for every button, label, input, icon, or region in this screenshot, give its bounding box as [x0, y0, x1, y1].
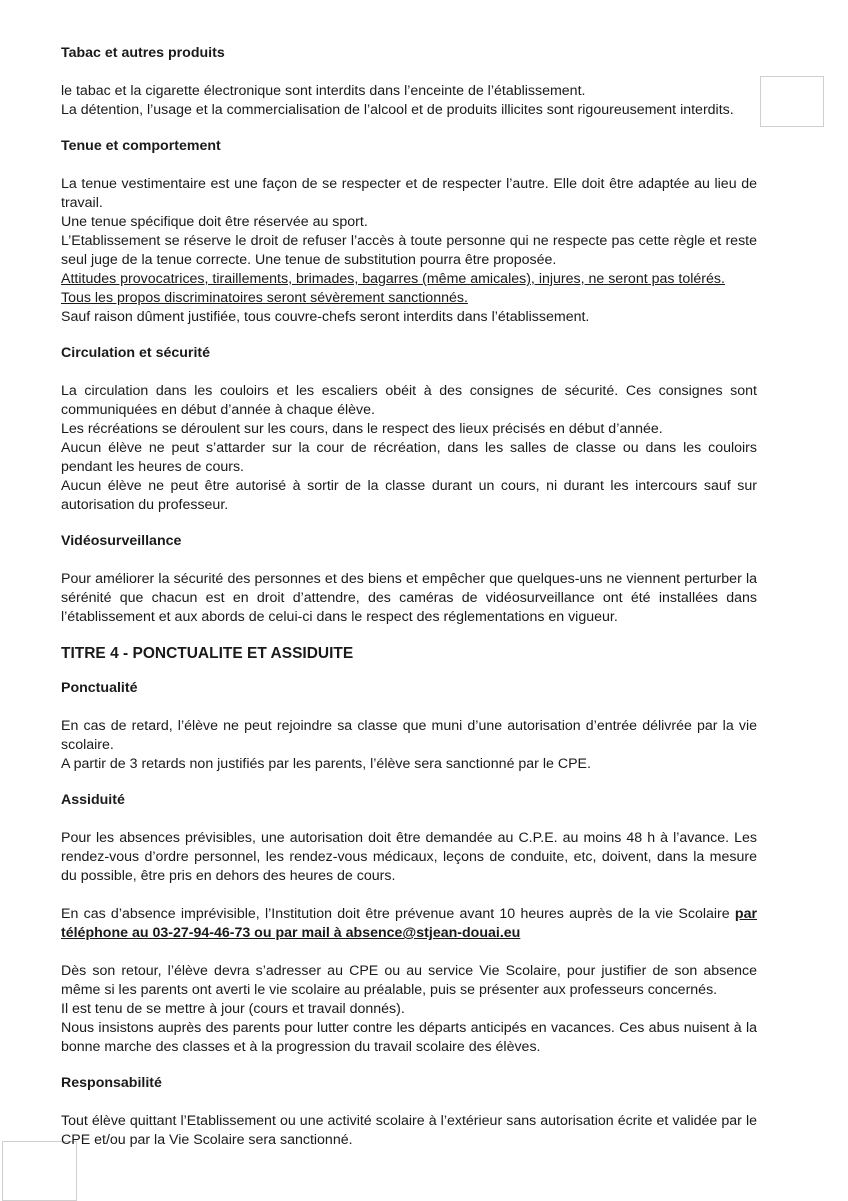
paragraph: Dès son retour, l’élève devra s’adresser au CPE ou au service Vie Scolaire, pour justifier de son absence même si les parents ont averti le vie scolaire au préalable, puis se présenter aux professeurs concernés. — [61, 963, 757, 998]
paragraph: le tabac et la cigarette électronique sont interdits dans l’enceinte de l’établissement. — [61, 83, 586, 99]
paragraph: L’Etablissement se réserve le droit de refuser l’accès à toute personne qui ne respecte pas cette règle et reste seul juge de la tenue correcte. Une tenue de substitution pourra être proposée. — [61, 233, 757, 268]
section-title-responsabilite: Responsabilité — [61, 1075, 162, 1091]
empty-frame-bottom-left — [2, 1141, 77, 1201]
paragraph: Aucun élève ne peut s’attarder sur la cour de récréation, dans les salles de classe ou dans les couloirs pendant les heures de cours. — [61, 440, 757, 475]
section-title-tabac: Tabac et autres produits — [61, 45, 225, 61]
paragraph: Tout élève quittant l’Etablissement ou une activité scolaire à l’extérieur sans autorisation écrite et validée par le CPE et/ou par la Vie Scolaire sera sanctionné. — [61, 1113, 757, 1148]
underlined-paragraph: Tous les propos discriminatoires seront sévèrement sanctionnés. — [61, 290, 468, 306]
paragraph: Aucun élève ne peut être autorisé à sortir de la classe durant un cours, ni durant les intercours sauf sur autorisation du professeur. — [61, 478, 757, 513]
section-title-video: Vidéosurveillance — [61, 533, 182, 549]
paragraph: Il est tenu de se mettre à jour (cours et travail donnés). — [61, 1001, 405, 1017]
paragraph: Pour améliorer la sécurité des personnes et des biens et empêcher que quelques-uns ne viennent perturber la sérénité que chacun est en droit d’attendre, des caméras de vidéosurveillance ont été installées dans l’établissement et aux abords de celui-ci dans le respect des réglementations en vigueur. — [61, 571, 757, 625]
document-page — [61, 44, 757, 1150]
section-title-circulation: Circulation et sécurité — [61, 345, 211, 361]
paragraph: A partir de 3 retards non justifiés par les parents, l’élève sera sanctionné par le CPE. — [61, 756, 591, 772]
section-title-ponctualite: Ponctualité — [61, 680, 138, 696]
paragraph: La circulation dans les couloirs et les escaliers obéit à des consignes de sécurité. Ces consignes sont communiquées en début d’année à chaque élève. — [61, 383, 757, 418]
chapter-title: TITRE 4 - PONCTUALITE ET ASSIDUITE — [61, 645, 354, 662]
empty-frame-right — [760, 76, 824, 127]
paragraph: La tenue vestimentaire est une façon de se respecter et de respecter l’autre. Elle doit être adaptée au lieu de travail. — [61, 176, 757, 211]
section-title-tenue: Tenue et comportement — [61, 138, 221, 154]
paragraph-text: En cas d’absence imprévisible, l’Institution doit être prévenue avant 10 heures auprès de la vie Scolaire — [61, 906, 735, 922]
paragraph: Pour les absences prévisibles, une autorisation doit être demandée au C.P.E. au moins 48 h à l’avance. Les rendez-vous d’ordre personnel, les rendez-vous médicaux, leçons de conduite, etc, doivent, dans la mesure du possible, être pris en dehors des heures de cours. — [61, 830, 757, 884]
paragraph: La détention, l’usage et la commercialisation de l’alcool et de produits illicites sont rigoureusement interdits. — [61, 102, 734, 118]
paragraph: En cas de retard, l’élève ne peut rejoindre sa classe que muni d’une autorisation d’entrée délivrée par la vie scolaire. — [61, 718, 757, 753]
section-title-assiduite: Assiduité — [61, 792, 125, 808]
paragraph: Les récréations se déroulent sur les cours, dans le respect des lieux précisés en début d’année. — [61, 421, 663, 437]
paragraph-contact — [61, 905, 757, 943]
underlined-paragraph: Attitudes provocatrices, tiraillements, brimades, bagarres (même amicales), injures, ne seront pas tolérés. — [61, 271, 725, 287]
paragraph: Sauf raison dûment justifiée, tous couvre-chefs seront interdits dans l’établissement. — [61, 309, 590, 325]
paragraph: Une tenue spécifique doit être réservée au sport. — [61, 214, 368, 230]
paragraph: Nous insistons auprès des parents pour lutter contre les départs anticipés en vacances. Ces abus nuisent à la bonne marche des classes et à la progression du travail scolaire des élèves. — [61, 1020, 757, 1055]
contact-info: par téléphone au 03-27-94-46-73 ou par mail à absence@stjean-douai.eu — [61, 906, 757, 941]
